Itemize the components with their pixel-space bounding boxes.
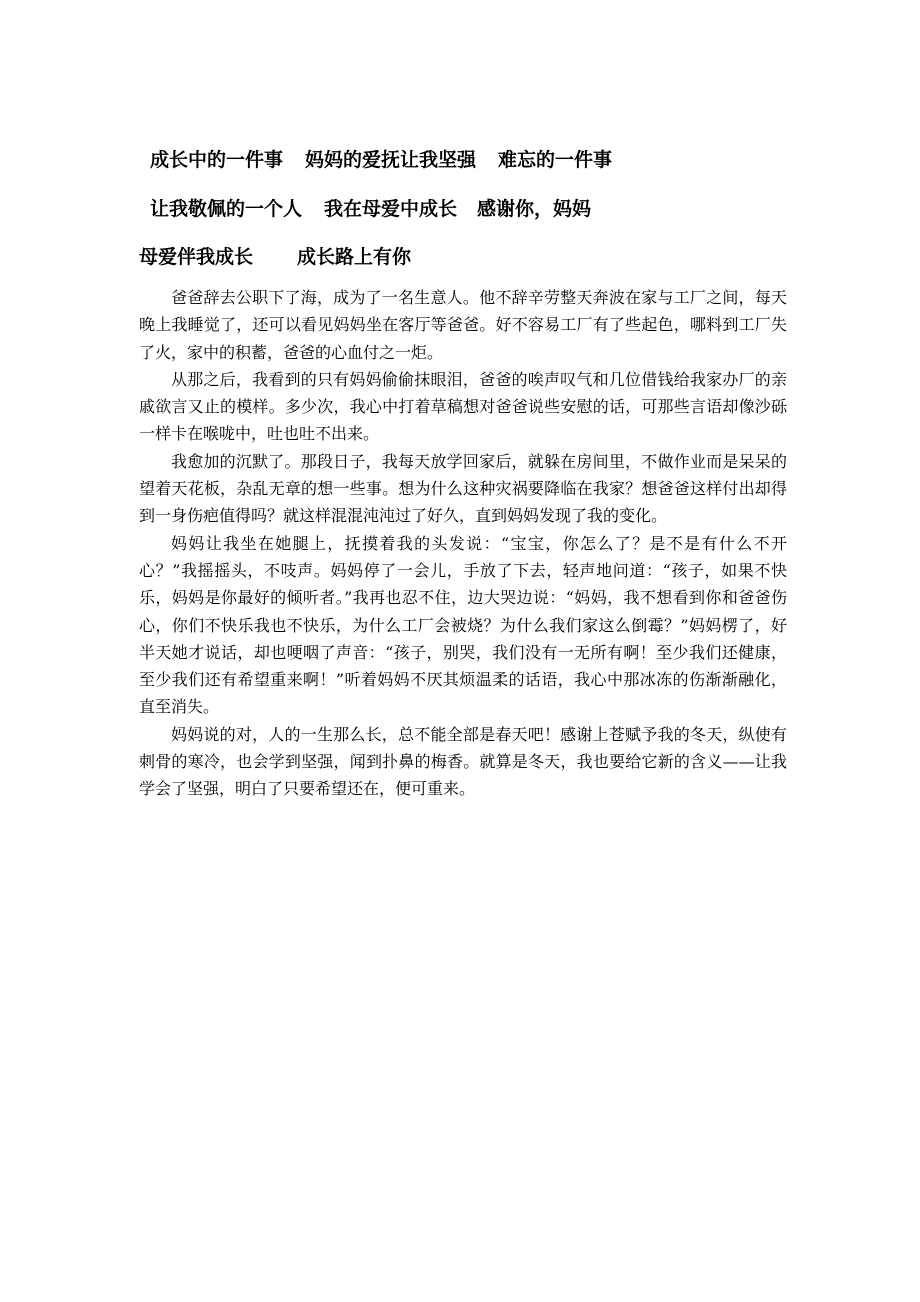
heading-title: 让我敬佩的一个人 [150, 198, 303, 220]
essay-body [139, 284, 787, 803]
heading-title: 成长路上有你 [297, 246, 412, 268]
heading-title: 我在母爱中成长 [324, 198, 458, 220]
paragraph: 爸爸辞去公职下了海，成为了一名生意人。他不辞辛劳整天奔波在家与工厂之间，每天晚上我睡觉了，还可以看见妈妈坐在客厅等爸爸。好不容易工厂有了些起色，哪料到工厂失了火，家中的积蓄，爸爸的心血付之一炬。 [139, 288, 787, 362]
heading-title: 母爱伴我成长 [139, 246, 254, 268]
paragraph: 从那之后，我看到的只有妈妈偷偷抹眼泪，爸爸的唉声叹气和几位借钱给我家办厂的亲戚欲言又止的模样。多少次，我心中打着草稿想对爸爸说些安慰的话，可那些言语却像沙砾一样卡在喉咙中，吐也吐不出来。 [139, 369, 787, 444]
paragraph: 我愈加的沉默了。那段日子，我每天放学回家后，就躲在房间里，不做作业而是呆呆的望着天花板，杂乱无章的想一些事。想为什么这种灾祸要降临在我家？想爸爸这样付出却得到一身伤疤值得吗？就这样混混沌沌过了好久，直到妈妈发现了我的变化。 [139, 451, 787, 526]
paragraph: 妈妈说的对，人的一生那么长，总不能全部是春天吧！感谢上苍赋予我的冬天，纵使有刺骨的寒冷，也会学到坚强，闻到扑鼻的梅香。就算是冬天，我也要给它新的含义——让我学会了坚强，明白了只要希望还在，便可重来。 [139, 724, 787, 799]
heading-title: 成长中的一件事 [150, 149, 284, 171]
heading-row-1 [150, 147, 612, 173]
paragraph: 妈妈让我坐在她腿上，抚摸着我的头发说：“宝宝，你怎么了？是不是有什么不开心？”我摇摇头，不吱声。妈妈停了一会儿，手放了下去，轻声地问道：“孩子，如果不快乐，妈妈是你最好的倾听者。”我再也忍不住，边大哭边说：“妈妈，我不想看到你和爸爸伤心，你们不快乐我也不快乐，为什么工厂会被烧？为什么我们家这么倒霉？”妈妈楞了，好半天她才说话，却也哽咽了声音：“孩子，别哭，我们没有一无所有啊！至少我们还健康，至少我们还有希望重来啊！”听着妈妈不厌其烦温柔的话语，我心中那冰冻的伤渐渐融化，直至消失。 [139, 533, 787, 717]
heading-row-3 [139, 244, 411, 270]
heading-title: 妈妈的爱抚让我坚强 [305, 149, 477, 171]
heading-title: 难忘的一件事 [498, 149, 613, 171]
heading-title: 感谢你，妈妈 [477, 198, 592, 220]
heading-row-2 [150, 196, 591, 222]
